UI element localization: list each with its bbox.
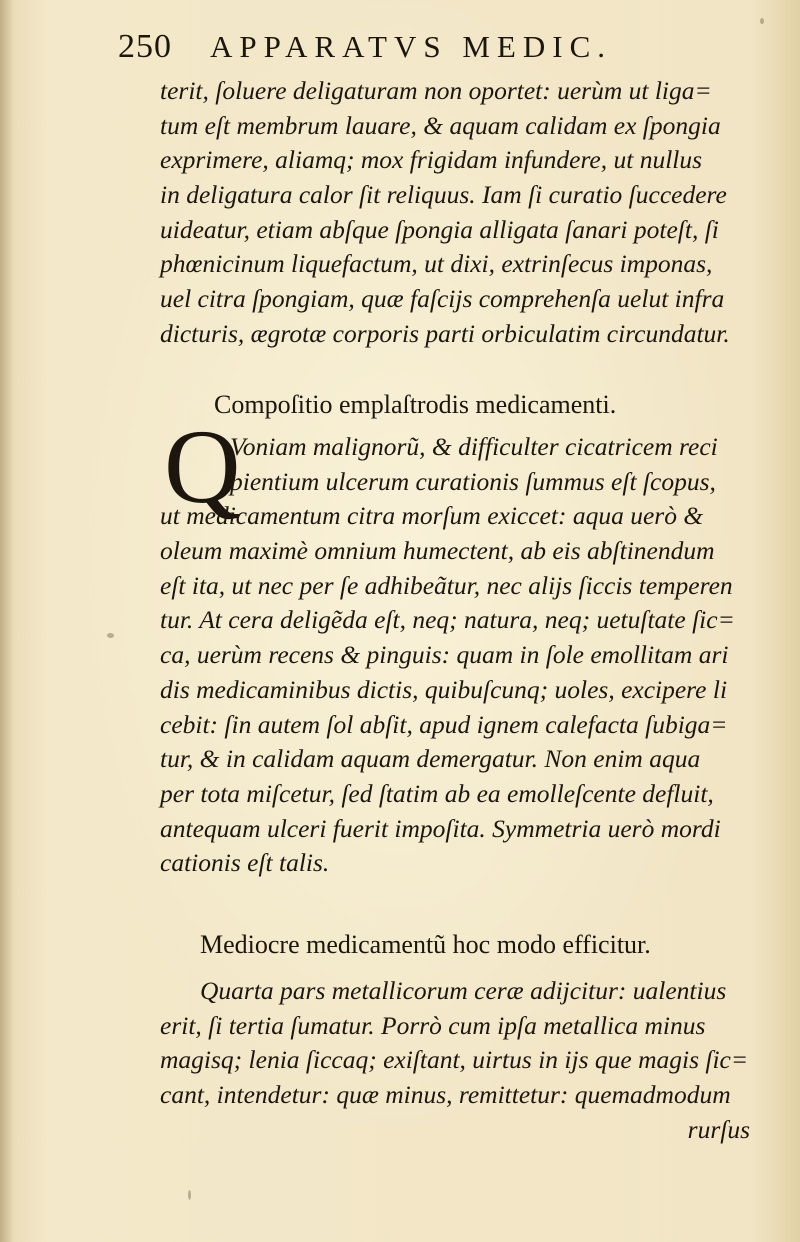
text-line: dicturis, ægrotæ corporis parti orbiculatim circundatur. [160, 318, 730, 348]
paragraph-2 [160, 430, 760, 881]
binding-shadow [0, 0, 14, 1242]
text-line: exprimere, aliamq; mox frigidam infundere, ut nullus [160, 145, 703, 175]
text-line: cant, intendetur: quæ minus, remittetur: quemadmodum [160, 1080, 731, 1110]
text-line: tum eſt membrum lauare, & aquam calidam ex ſpongia [160, 110, 721, 140]
text-line: antequam ulceri fuerit impoſita. Symmetria uerò mordi [160, 813, 721, 843]
text-line: ut medicamentum citra morſum exiccet: aqua uerò & [160, 501, 704, 531]
text-line: Voniam malignorũ, & difficulter cicatricem reci [230, 432, 718, 461]
text-line: uel citra ſpongiam, quæ faſcijs comprehenſa uelut infra [160, 284, 725, 314]
ink-speck [107, 633, 114, 638]
text-line: erit, ſi tertia ſumatur. Porrò cum ipſa metallica minus [160, 1010, 706, 1040]
text-line: phœnicinum liquefactum, ut dixi, extrinſecus imponas, [160, 249, 713, 279]
section-heading-1: Compoſitio emplaſtrodis medicamenti. [214, 390, 617, 419]
text-line: in deligatura calor ſit reliquus. Iam ſi curatio ſuccedere [160, 180, 727, 210]
text-line: cebit: ſin autem ſol abſit, apud ignem calefacta ſubiga= [160, 709, 728, 739]
text-line: dis medicaminibus dictis, quibuſcunq; uoles, excipere li [160, 674, 728, 704]
text-line: uideatur, etiam abſque ſpongia alligata ſanari poteſt, ſi [160, 214, 719, 244]
ink-speck [760, 18, 764, 24]
paragraph-1 [160, 74, 760, 352]
text-line: per tota miſcetur, ſed ſtatim ab ea emolleſcente defluit, [160, 778, 714, 808]
text-line: eſt ita, ut nec per ſe adhibeãtur, nec alijs ſiccis temperen [160, 570, 733, 600]
running-head: APPARATVS MEDIC. [210, 29, 612, 64]
catchword: rurſus [687, 1114, 750, 1144]
text-line: ca, uerùm recens & pinguis: quam in ſole emollitam ari [160, 640, 729, 670]
text-line: Quarta pars metallicorum ceræ adijcitur: ualentius [200, 976, 727, 1005]
text-line: cationis eſt talis. [160, 848, 330, 878]
ink-speck [188, 1190, 191, 1200]
text-line: terit, ſoluere deligaturam non oportet: uerùm ut liga= [160, 76, 712, 105]
text-line: pientium ulcerum curationis ſummus eſt ſcopus, [230, 466, 716, 496]
page-header [118, 28, 698, 72]
drop-cap: Q [164, 408, 241, 525]
paragraph-3 [160, 974, 760, 1147]
page-number: 250 [118, 28, 172, 65]
section-heading-2: Mediocre medicamentũ hoc modo efficitur. [200, 930, 651, 959]
text-line: tur. At cera deligẽda eſt, neq; natura, neq; uetuſtate ſic= [160, 605, 735, 635]
text-line: tur, & in calidam aquam demergatur. Non enim aqua [160, 744, 701, 774]
text-line: oleum maximè omnium humectent, ab eis abſtinendum [160, 536, 715, 566]
text-line: magisq; lenia ſiccaq; exiſtant, uirtus in ijs que magis ſic= [160, 1045, 749, 1075]
